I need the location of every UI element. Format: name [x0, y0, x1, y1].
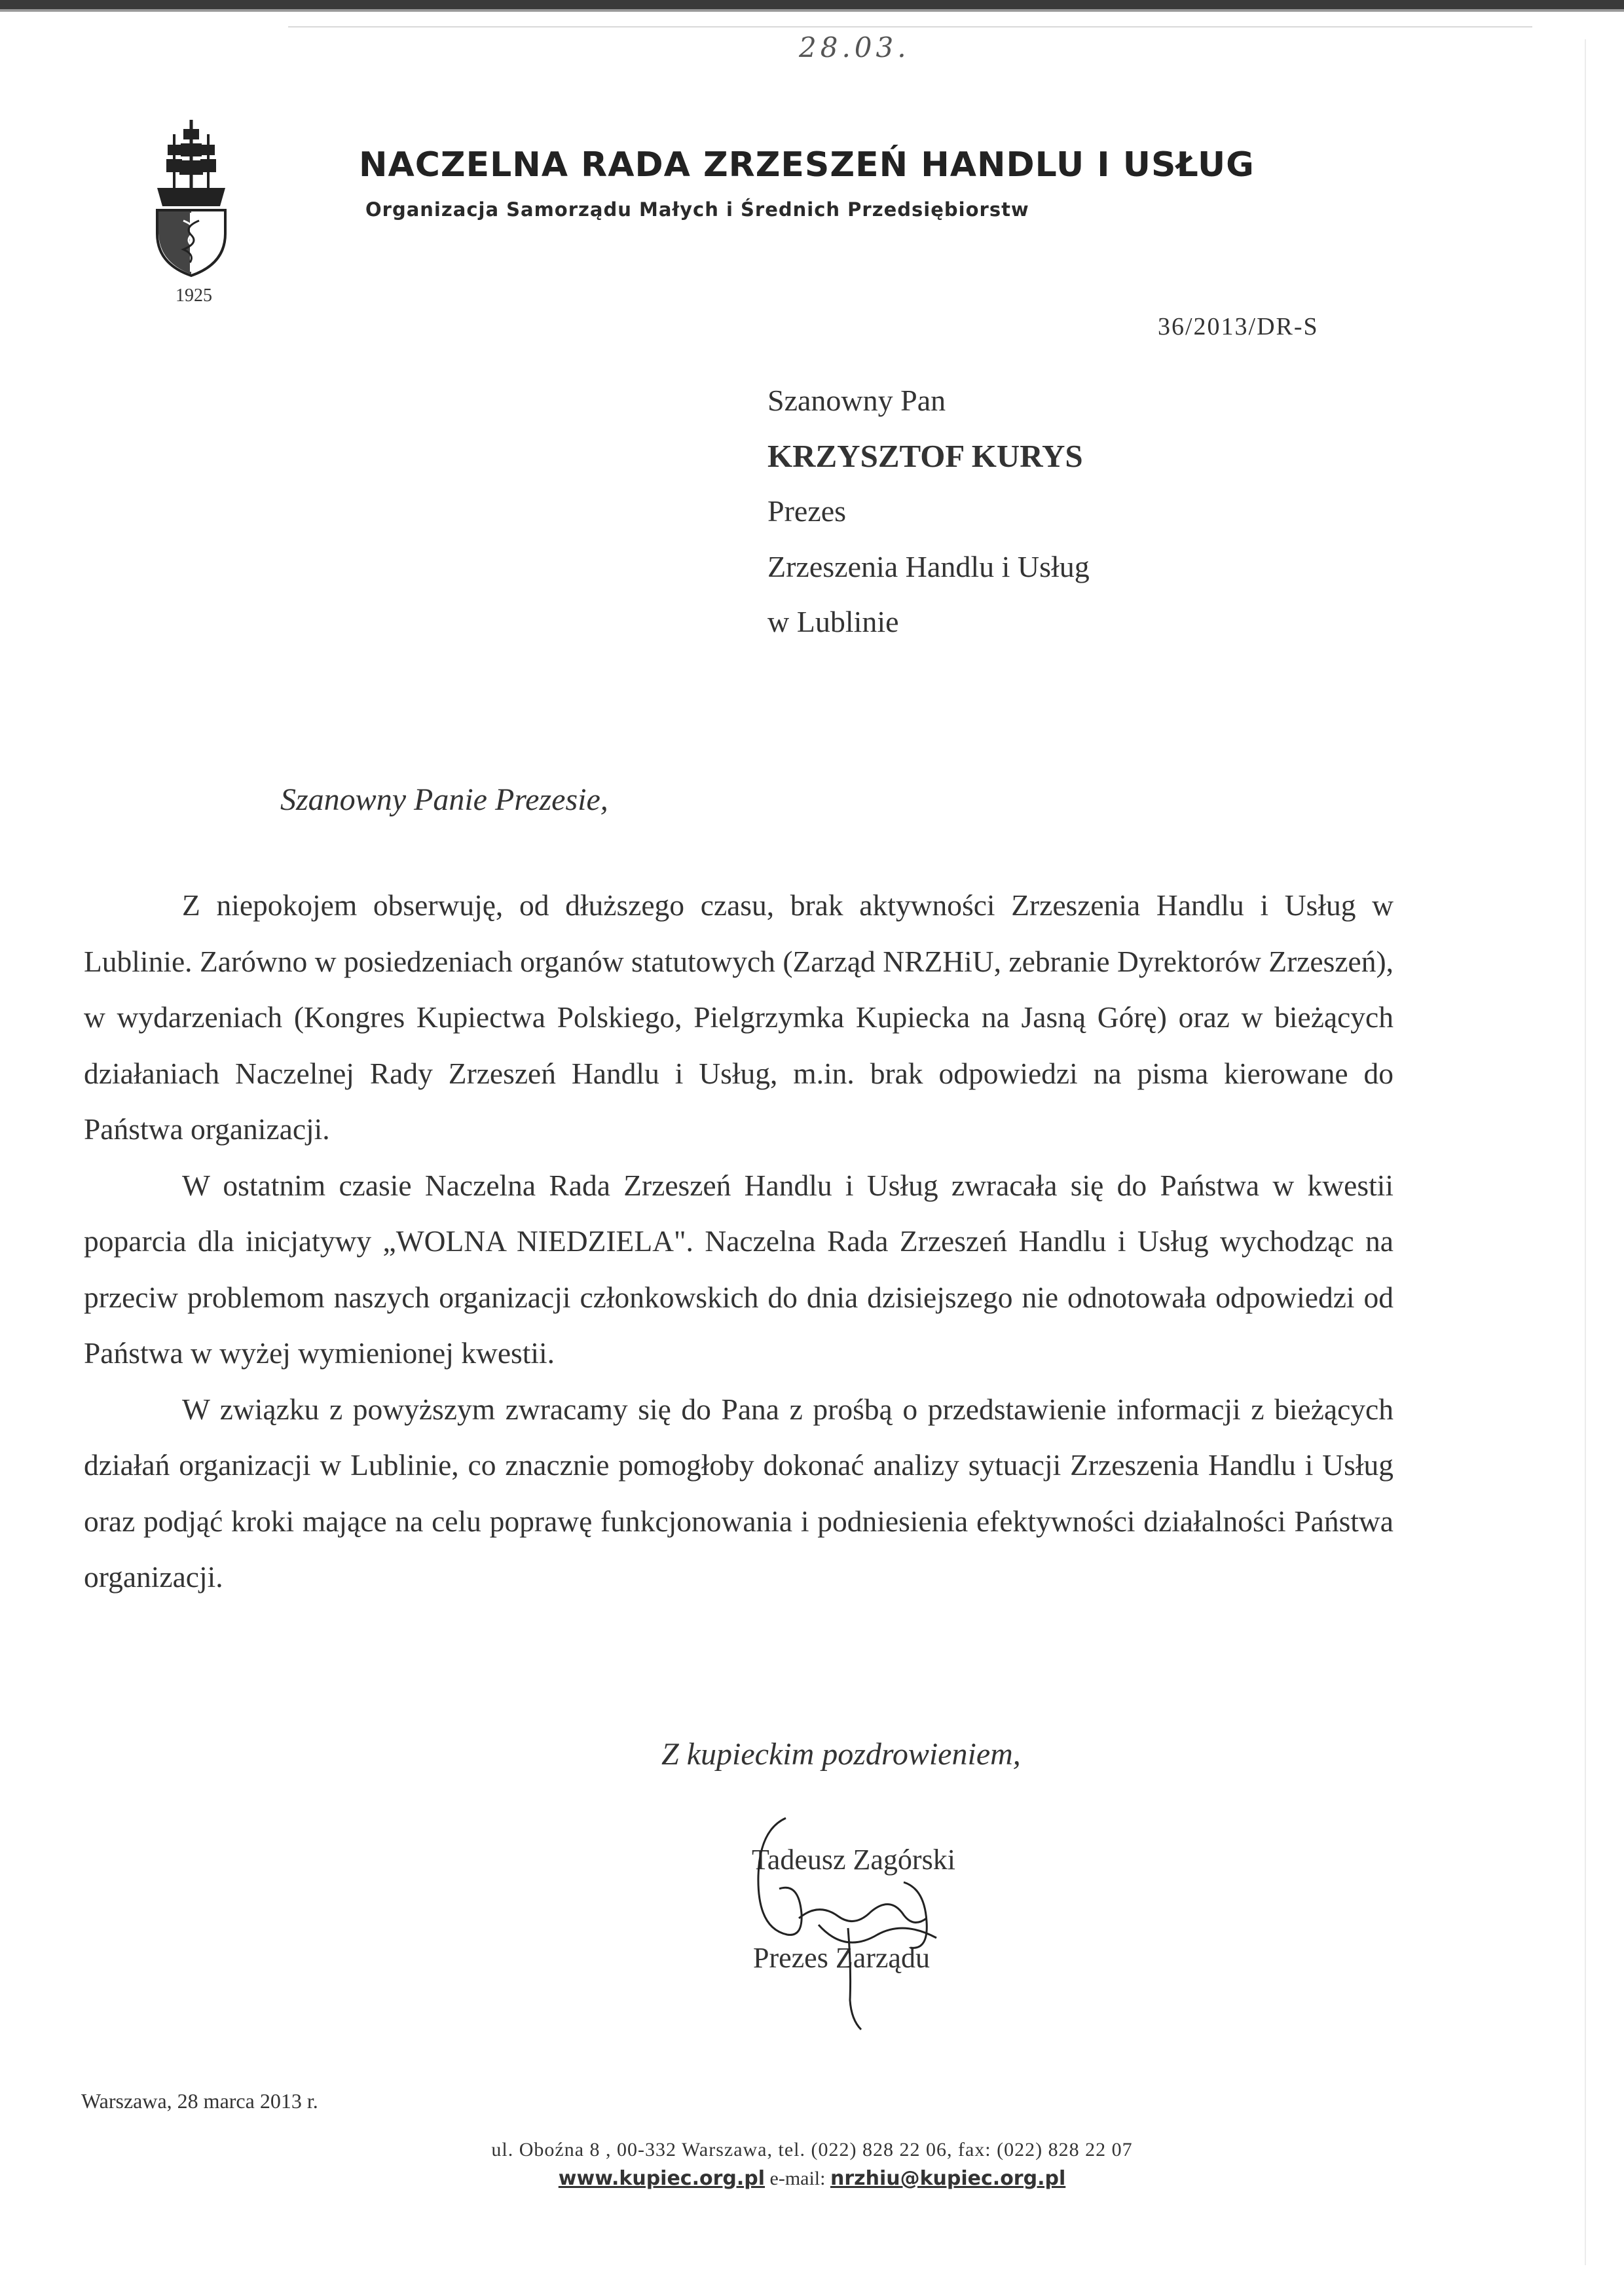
reference-number: 36/2013/DR-S: [1158, 313, 1319, 340]
body-paragraph: W ostatnim czasie Naczelna Rada Zrzeszeń Handlu i Usług zwracała się do Państwa w kwestii poparcia dla inicjatywy „WOLNA NIEDZIELA". Naczelna Rada Zrzeszeń Handlu i Usług wychodząc na przeciw problemom naszych organizacji członkowskich do dnia dzisiejszego nie odnotowała odpowiedzi od Państwa w wyżej wymienionej kwestii.: [84, 1168, 1393, 1370]
scan-edge-top-shadow: [0, 9, 1624, 12]
letter-body: [84, 877, 1393, 1605]
place-and-date: Warszawa, 28 marca 2013 r.: [81, 2089, 318, 2113]
footer-contact: [0, 2167, 1624, 2190]
body-paragraph: Z niepokojem obserwuję, od dłuższego czasu, brak aktywności Zrzeszenia Handlu i Usług w Lublinie. Zarówno w posiedzeniach organów statutowych (Zarząd NRZHiU, zebranie Dyrektorów Zrzeszeń), w wydarzeniach (Kongres Kupiectwa Polskiego, Pielgrzymka Kupiecka na Jasną Górę) oraz w bieżących działaniach Naczelnej Rady Zrzeszeń Handlu i Usług, m.in. brak odpowiedzi na pisma kierowane do Państwa organizacji.: [84, 888, 1393, 1146]
handwritten-date-note: 28.03.: [799, 31, 910, 64]
recipient-title: Prezes: [767, 494, 847, 528]
body-paragraph: W związku z powyższym zwracamy się do Pana z prośbą o przedstawienie informacji z bieżących działań organizacji w Lublinie, co znacznie pomogłoby dokonać analizy sytuacji Zrzeszenia Handlu i Usług oraz podjąć kroki mające na celu poprawę funkcjonowania i podniesienia efektywności działalności Państwa organizacji.: [84, 1392, 1393, 1594]
organization-name: NACZELNA RADA ZRZESZEŃ HANDLU I USŁUG: [359, 145, 1255, 185]
handwritten-signature-icon: [740, 1804, 976, 2052]
recipient-name: KRZYSZTOF KURYS: [767, 437, 1083, 474]
recipient-city: w Lublinie: [767, 605, 899, 638]
recipient-block: [767, 373, 1090, 650]
scan-fold-line: [288, 26, 1532, 27]
scan-edge-top: [0, 0, 1624, 9]
salutation: Szanowny Panie Prezesie,: [280, 782, 608, 817]
recipient-organization: Zrzeszenia Handlu i Usług: [767, 549, 1090, 583]
website-link[interactable]: www.kupiec.org.pl: [558, 2167, 766, 2190]
closing-phrase: Z kupieckim pozdrowieniem,: [661, 1737, 1021, 1772]
signatory-name: Tadeusz Zagórski: [752, 1844, 955, 1876]
footer-address: ul. Oboźna 8 , 00-332 Warszawa, tel. (022) 828 22 06, fax: (022) 828 22 07: [491, 2139, 1133, 2160]
founded-year: 1925: [175, 285, 212, 306]
signatory-title: Prezes Zarządu: [753, 1942, 930, 1974]
organization-subtitle: Organizacja Samorządu Małych i Średnich Przedsiębiorstw: [365, 198, 1029, 221]
email-label: e-mail:: [769, 2168, 826, 2189]
recipient-greeting: Szanowny Pan: [767, 384, 946, 417]
email-link[interactable]: nrzhiu@kupiec.org.pl: [830, 2167, 1066, 2190]
ship-caduceus-shield-emblem-icon: [152, 115, 231, 278]
scan-edge-right: [1585, 39, 1586, 2265]
